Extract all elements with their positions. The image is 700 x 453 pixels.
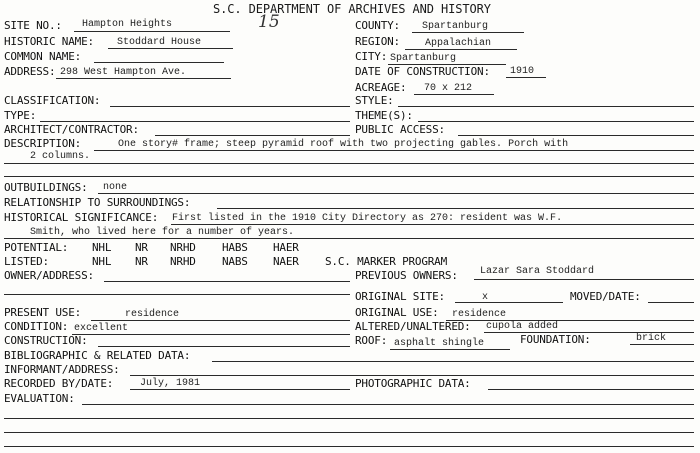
- relationship-rule: [217, 208, 694, 209]
- architect-label: ARCHITECT/CONTRACTOR:: [4, 123, 139, 136]
- informant-rule: [130, 375, 694, 376]
- altered-label: ALTERED/UNALTERED:: [355, 320, 471, 333]
- public-access-rule: [458, 135, 694, 136]
- listed-nabs: NABS: [222, 255, 248, 268]
- outbuildings-value: none: [103, 182, 128, 193]
- region-rule: [405, 49, 517, 50]
- style-label: STYLE:: [355, 94, 394, 107]
- type-label: TYPE:: [4, 109, 37, 122]
- common-name-label: COMMON NAME:: [4, 50, 82, 63]
- description-rule-1: [94, 150, 694, 151]
- handwritten-site-number: 15: [258, 12, 280, 32]
- historic-name-value: Stoddard House: [117, 37, 202, 48]
- region-value: Appalachian: [425, 38, 492, 49]
- outbuildings-rule: [98, 193, 694, 194]
- listed-nrhd: NRHD: [170, 255, 196, 268]
- historic-name-label: HISTORIC NAME:: [4, 35, 94, 48]
- outbuildings-label: OUTBUILDINGS:: [4, 181, 88, 194]
- classification-rule: [110, 106, 350, 107]
- moved-date-rule: [648, 302, 694, 303]
- potential-nhl: NHL: [92, 241, 112, 254]
- themes-label: THEME(S):: [355, 109, 413, 122]
- foundation-rule: [630, 344, 694, 345]
- owner-address-rule: [104, 281, 350, 282]
- historical-significance-rule-1: [171, 224, 694, 225]
- recorded-by-value: July, 1981: [140, 378, 201, 389]
- description-line-1: One story# frame; steep pyramid roof with two projecting gables. Porch with: [118, 139, 569, 150]
- site-no-value: Hampton Heights: [82, 19, 173, 30]
- relationship-label: RELATIONSHIP TO SURROUNDINGS:: [4, 196, 191, 209]
- site-no-rule: [74, 31, 230, 32]
- altered-value: cupola added: [486, 321, 559, 332]
- address-value: 298 West Hampton Ave.: [60, 67, 187, 78]
- potential-haer: HAER: [273, 241, 299, 254]
- potential-nr: NR: [135, 241, 148, 254]
- city-label: CITY:: [355, 50, 388, 63]
- county-value: Spartanburg: [422, 21, 489, 32]
- county-label: COUNTY:: [355, 19, 400, 32]
- type-rule: [40, 121, 350, 122]
- condition-value: excellent: [74, 323, 129, 334]
- owner-address-label: OWNER/ADDRESS:: [4, 269, 94, 282]
- description-rule-3: [4, 176, 694, 177]
- original-use-label: ORIGINAL USE:: [355, 306, 439, 319]
- condition-rule: [72, 334, 350, 335]
- original-site-label: ORIGINAL SITE:: [355, 290, 445, 303]
- original-site-value: x: [482, 292, 489, 303]
- historical-significance-label: HISTORICAL SIGNIFICANCE:: [4, 211, 159, 224]
- condition-label: CONDITION:: [4, 320, 69, 333]
- construction-rule: [98, 346, 350, 347]
- historical-significance-line-1: First listed in the 1910 City Directory as 270: resident was W.F.: [172, 213, 563, 224]
- style-rule: [398, 106, 694, 107]
- evaluation-rule-1: [82, 404, 694, 405]
- site-no-label: SITE NO.:: [4, 19, 62, 32]
- county-rule: [412, 32, 524, 33]
- common-name-rule: [94, 62, 224, 63]
- previous-owners-label: PREVIOUS OWNERS:: [355, 269, 458, 282]
- foundation-label: FOUNDATION:: [520, 333, 591, 346]
- evaluation-rule-4: [4, 446, 694, 447]
- architect-rule: [155, 135, 350, 136]
- listed-nr: NR: [135, 255, 148, 268]
- recorded-by-rule: [130, 389, 350, 390]
- address-rule: [56, 78, 231, 79]
- acreage-label: ACREAGE:: [355, 81, 407, 94]
- themes-rule: [418, 121, 694, 122]
- informant-label: INFORMANT/ADDRESS:: [4, 363, 120, 376]
- description-line-2: 2 columns.: [30, 151, 91, 162]
- form-title: S.C. DEPARTMENT OF ARCHIVES AND HISTORY: [213, 2, 491, 16]
- potential-nrhd: NRHD: [170, 241, 196, 254]
- present-use-rule: [91, 320, 350, 321]
- listed-nhl: NHL: [92, 255, 112, 268]
- potential-habs: HABS: [222, 241, 248, 254]
- previous-owners-value: Lazar Sara Stoddard: [480, 266, 595, 277]
- historical-significance-line-2: Smith, who lived here for a number of years.: [30, 227, 295, 238]
- potential-label: POTENTIAL:: [4, 241, 69, 254]
- evaluation-label: EVALUATION:: [4, 392, 75, 405]
- description-rule-2: [4, 163, 694, 164]
- original-site-rule: [455, 302, 563, 303]
- photographic-data-label: PHOTOGRAPHIC DATA:: [355, 377, 471, 390]
- marker-program-label: S.C. MARKER PROGRAM: [325, 255, 448, 268]
- owner-address-rule-2: [4, 294, 350, 295]
- date-of-construction-rule: [506, 77, 546, 78]
- roof-rule: [390, 349, 510, 350]
- evaluation-rule-2: [4, 418, 694, 419]
- construction-label: CONSTRUCTION:: [4, 334, 88, 347]
- present-use-label: PRESENT USE:: [4, 306, 82, 319]
- description-label: DESCRIPTION:: [4, 137, 82, 150]
- address-label: ADDRESS:: [4, 65, 56, 78]
- bibliographic-label: BIBLIOGRAPHIC & RELATED DATA:: [4, 349, 191, 362]
- bibliographic-rule: [212, 361, 694, 362]
- roof-value: asphalt shingle: [394, 338, 485, 349]
- moved-date-label: MOVED/DATE:: [570, 290, 641, 303]
- city-value: Spartanburg: [390, 53, 457, 64]
- historical-significance-rule-2: [4, 238, 694, 239]
- classification-label: CLASSIFICATION:: [4, 94, 101, 107]
- date-of-construction-value: 1910: [510, 66, 535, 77]
- roof-label: ROOF:: [355, 334, 388, 347]
- foundation-value: brick: [636, 333, 667, 344]
- historic-name-rule: [108, 48, 233, 49]
- listed-naer: NAER: [273, 255, 299, 268]
- acreage-value: 70 x 212: [424, 83, 473, 94]
- date-of-construction-label: DATE OF CONSTRUCTION:: [355, 65, 490, 78]
- recorded-by-label: RECORDED BY/DATE:: [4, 377, 114, 390]
- region-label: REGION:: [355, 35, 400, 48]
- previous-owners-rule: [474, 279, 694, 280]
- evaluation-rule-3: [4, 432, 694, 433]
- original-use-rule: [446, 320, 694, 321]
- public-access-label: PUBLIC ACCESS:: [355, 123, 445, 136]
- acreage-rule: [414, 94, 494, 95]
- original-use-value: residence: [452, 309, 507, 320]
- photographic-data-rule: [488, 389, 694, 390]
- listed-label: LISTED:: [4, 255, 49, 268]
- present-use-value: residence: [125, 309, 180, 320]
